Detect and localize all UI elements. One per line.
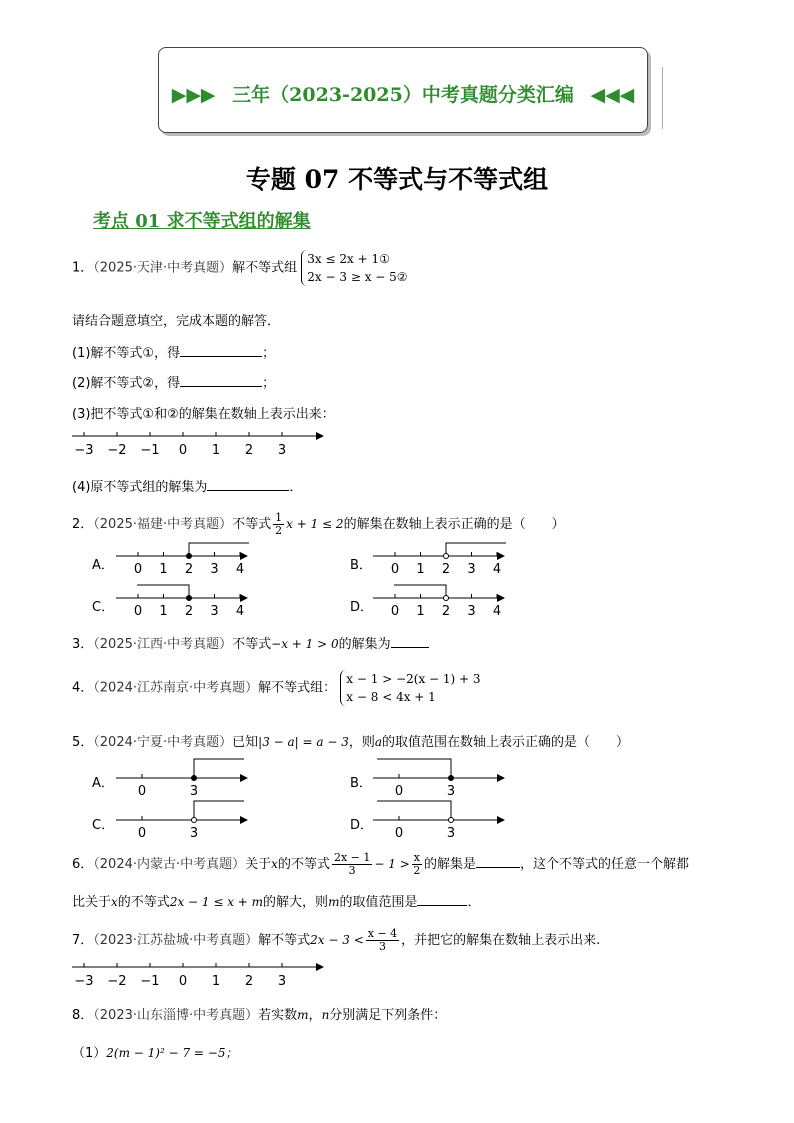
open-point — [444, 554, 449, 559]
tick-label: 0 — [394, 784, 404, 798]
tick-label: 2 — [184, 604, 194, 619]
q5-c-number-line — [114, 798, 254, 840]
tick-label: 1 — [416, 604, 425, 619]
question-2: 2．（2025·福建·中考真题）不等式 $\frac{1}{2}$ x + 1 ≤ 2的解集在数轴上表示正确的是（ ） — [72, 511, 565, 537]
tick-label: 2 — [244, 443, 254, 458]
tick-label: 2 — [244, 974, 254, 989]
answer-blank[interactable] — [476, 855, 520, 868]
tick-label: 2 — [441, 562, 451, 577]
banner-title: ▶▶▶ 三年（2023-2025）中考真题分类汇编 ◀◀◀ — [171, 84, 635, 106]
banner-side-bar — [662, 67, 665, 129]
tick-label: 0 — [133, 562, 143, 577]
answer-blank[interactable] — [391, 635, 429, 648]
tick-label: 3 — [446, 784, 456, 798]
solution-ray — [377, 759, 451, 778]
solution-ray — [194, 759, 244, 778]
tick-label: −2 — [107, 974, 127, 989]
left-arrows-icon: ▶▶▶ — [171, 84, 216, 106]
tick-label: 3 — [189, 826, 199, 840]
section-heading: 考点 01 求不等式组的解集 — [93, 211, 311, 232]
tick-label: 3 — [210, 562, 219, 577]
open-point — [449, 818, 454, 823]
q2-option-c[interactable]: C． — [92, 600, 115, 615]
question-1: 1．（2025·天津·中考真题）解不等式组 3x ≤ 2x + 1① 2x − 3 ≥ x − 5② — [72, 252, 408, 284]
tick-label: 1 — [159, 562, 168, 577]
question-7: 7．（2023·江苏盐城·中考真题）解不等式2x − 3 < $\frac{x - 4}{3}$ ，并把它的解集在数轴上表示出来. — [72, 927, 601, 953]
tick-label: 0 — [178, 974, 188, 989]
question-8-part1: （1）2(m − 1)² − 7 = −5； — [72, 1046, 238, 1061]
answer-blank[interactable] — [180, 374, 262, 387]
tick-label: 4 — [492, 562, 502, 577]
tick-label: 0 — [137, 826, 147, 840]
answer-blank[interactable] — [417, 893, 467, 906]
q2-option-a[interactable]: A． — [92, 558, 114, 573]
tick-label: 3 — [189, 784, 199, 798]
question-6-line2: 比关于x的不等式2x − 1 ≤ x + m的解大，则m的取值范围是 ． — [72, 895, 481, 910]
tick-label: 4 — [235, 562, 245, 577]
tick-label: 0 — [137, 784, 147, 798]
question-4: 4．（2024·江苏南京·中考真题）解不等式组： x − 1 > −2(x − 1) + 3 x − 8 < 4x + 1 — [72, 672, 481, 704]
q5-option-b[interactable]: B． — [350, 776, 372, 791]
tick-label: 1 — [211, 974, 221, 989]
tick-label: 1 — [211, 443, 221, 458]
question-3: 3．（2025·江西·中考真题）不等式−x + 1 > 0的解集为 — [72, 633, 429, 652]
q1-system: 3x ≤ 2x + 1① 2x − 3 ≥ x − 5② — [301, 250, 407, 286]
tick-label: 1 — [159, 604, 168, 619]
tick-label: −1 — [140, 443, 160, 458]
tick-label: 0 — [394, 826, 404, 840]
q7-number-line — [70, 959, 330, 991]
q1-part3: (3)把不等式①和②的解集在数轴上表示出来： — [72, 407, 335, 422]
tick-label: 1 — [416, 562, 425, 577]
q1-part1: (1)解不等式①，得 ； — [72, 346, 276, 361]
q1-part4: (4)原不等式组的解集为 ． — [72, 480, 303, 495]
q2-d-number-line — [371, 582, 511, 622]
solution-ray — [377, 801, 451, 820]
page-title: 专题 07 不等式与不等式组 — [245, 165, 549, 194]
question-5: 5．（2024·宁夏·中考真题）已知|3 − a| = a − 3，则a的取值范围在数轴上表示正确的是（ ） — [72, 735, 630, 750]
solution-ray — [194, 801, 244, 820]
tick-label: −1 — [140, 974, 160, 989]
open-point — [444, 596, 449, 601]
tick-label: −3 — [74, 443, 94, 458]
q5-b-number-line — [371, 756, 511, 798]
tick-label: 3 — [277, 974, 287, 989]
q5-option-c[interactable]: C． — [92, 818, 115, 833]
q2-c-number-line — [114, 582, 254, 622]
q5-option-a[interactable]: A． — [92, 776, 114, 791]
tick-label: 2 — [441, 604, 451, 619]
q5-a-number-line — [114, 756, 254, 798]
question-6: 6．（2024·内蒙古·中考真题）关于x的不等式 $\frac{2x - 1}{3}$ − 1 > $\frac{x}{2}$ 的解集是 ，这个不等式的任意一个解都 — [72, 851, 689, 877]
tick-label: 0 — [178, 443, 188, 458]
tick-label: 0 — [390, 604, 400, 619]
tick-label: 4 — [492, 604, 502, 619]
tick-label: 3 — [467, 562, 476, 577]
tick-label: 4 — [235, 604, 245, 619]
right-arrows-icon: ◀◀◀ — [590, 84, 635, 106]
q5-d-number-line — [371, 798, 511, 840]
q2-a-number-line — [114, 540, 254, 580]
tick-label: 2 — [184, 562, 194, 577]
tick-label: 3 — [446, 826, 456, 840]
closed-point — [187, 554, 192, 559]
answer-blank[interactable] — [207, 478, 289, 491]
tick-label: −3 — [74, 974, 94, 989]
closed-point — [449, 776, 454, 781]
tick-label: 0 — [133, 604, 143, 619]
q1-intro: 请结合题意填空，完成本题的解答． — [72, 314, 281, 329]
q2-option-b[interactable]: B． — [350, 558, 372, 573]
closed-point — [187, 596, 192, 601]
q4-system: x − 1 > −2(x − 1) + 3 x − 8 < 4x + 1 — [340, 670, 480, 706]
q2-b-number-line — [371, 540, 511, 580]
tick-label: −2 — [107, 443, 127, 458]
answer-blank[interactable] — [180, 344, 262, 357]
q5-option-d[interactable]: D． — [350, 818, 374, 833]
q2-option-d[interactable]: D． — [350, 600, 374, 615]
tick-label: 3 — [277, 443, 287, 458]
tick-label: 0 — [390, 562, 400, 577]
tick-label: 3 — [467, 604, 476, 619]
tick-label: 3 — [210, 604, 219, 619]
q1-number-line — [70, 428, 330, 460]
q1-part2: (2)解不等式②，得 ； — [72, 376, 276, 391]
closed-point — [192, 776, 197, 781]
question-8: 8．（2023·山东淄博·中考真题）若实数m，n分别满足下列条件： — [72, 1008, 447, 1023]
open-point — [192, 818, 197, 823]
